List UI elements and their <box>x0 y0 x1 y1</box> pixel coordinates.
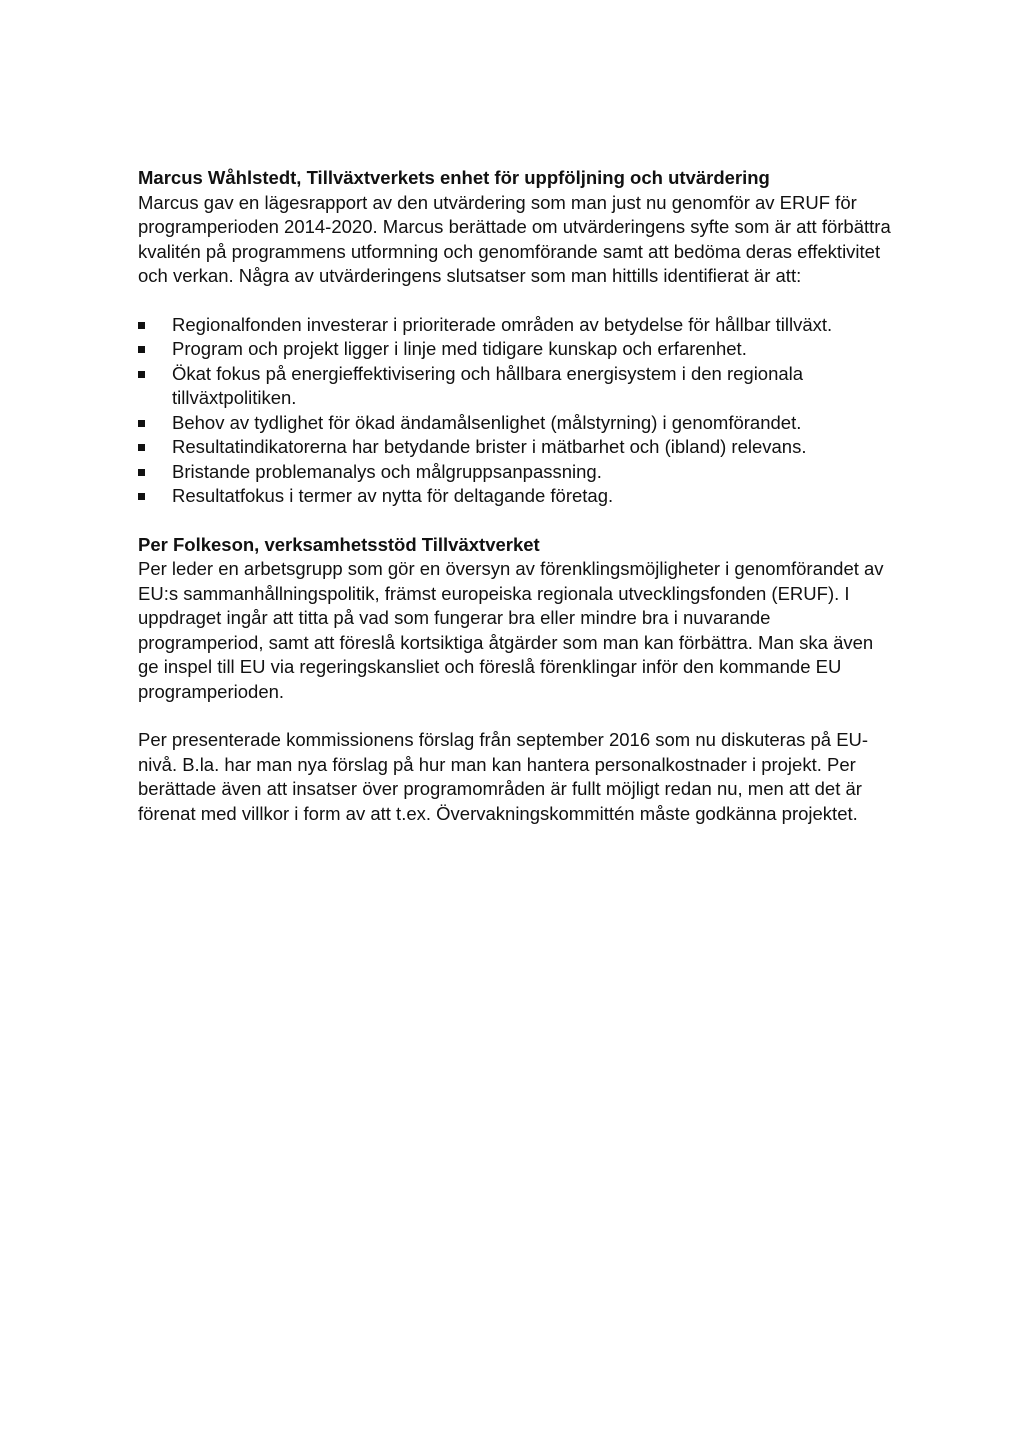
section-paragraph: Marcus gav en lägesrapport av den utvärdering som man just nu genomför av ERUF för programperioden 2014-2020. Marcus berättade om utvärderingens syfte som är att förbättra kvalitén på programmens utformning och genomförande samt att bedöma deras effektivitet och verkan. Några av utvärderingens slutsatser som man hittills identifierat är att: <box>138 191 891 286</box>
list-item-text: Resultatindikatorerna har betydande brister i mätbarhet och (ibland) relevans. <box>172 436 807 457</box>
list-item <box>138 362 898 411</box>
bullet-square-icon <box>138 493 145 500</box>
bullet-square-icon <box>138 346 145 353</box>
list-item <box>138 460 898 485</box>
section-per-folkeson <box>138 533 898 827</box>
section-title: Per Folkeson, verksamhetsstöd Tillväxtverket <box>138 533 540 555</box>
section-marcus-wahlstedt <box>138 166 898 509</box>
list-item <box>138 435 898 460</box>
list-item-text: Program och projekt ligger i linje med tidigare kunskap och erfarenhet. <box>172 338 747 359</box>
conclusions-list <box>138 313 898 509</box>
list-item-text: Ökat fokus på energieffektivisering och hållbara energisystem i den regionala tillväxtpolitiken. <box>172 362 804 408</box>
bullet-square-icon <box>138 420 145 427</box>
list-item <box>138 411 898 436</box>
list-item <box>138 313 898 338</box>
bullet-square-icon <box>138 469 145 476</box>
section-paragraph: Per presenterade kommissionens förslag från september 2016 som nu diskuteras på EU-nivå. B.la. har man nya förslag på hur man kan hantera personalkostnader i projekt. Per berättade även att insatser över programområden är fullt möjligt redan nu, men att det är förenat med villkor i form av att t.ex. Övervakningskommittén måste godkänna projektet. <box>138 729 869 824</box>
bullet-square-icon <box>138 371 145 378</box>
list-item <box>138 337 898 362</box>
document-page <box>138 166 898 826</box>
bullet-square-icon <box>138 322 145 329</box>
list-item <box>138 484 898 509</box>
list-item-text: Behov av tydlighet för ökad ändamålsenlighet (målstyrning) i genomförandet. <box>172 411 802 433</box>
list-item-text: Resultatfokus i termer av nytta för deltagande företag. <box>172 485 614 506</box>
section-paragraph: Per leder en arbetsgrupp som gör en översyn av förenklingsmöjligheter i genomförandet av EU:s sammanhållningspolitik, främst europeiska regionala utvecklingsfonden (ERUF). I uppdraget ingår att titta på vad som fungerar bra eller mindre bra i nuvarande programperiod, samt att föreslå kortsiktiga åtgärder som man kan förbättra. Man ska även ge inspel till EU via regeringskansliet och föreslå förenklingar inför den kommande EU programperioden. <box>138 558 884 702</box>
list-item-text: Bristande problemanalys och målgruppsanpassning. <box>172 460 602 482</box>
section-title: Marcus Wåhlstedt, Tillväxtverkets enhet för uppföljning och utvärdering <box>138 167 770 188</box>
bullet-square-icon <box>138 444 145 451</box>
list-item-text: Regionalfonden investerar i prioriterade områden av betydelse för hållbar tillväxt. <box>172 313 833 335</box>
